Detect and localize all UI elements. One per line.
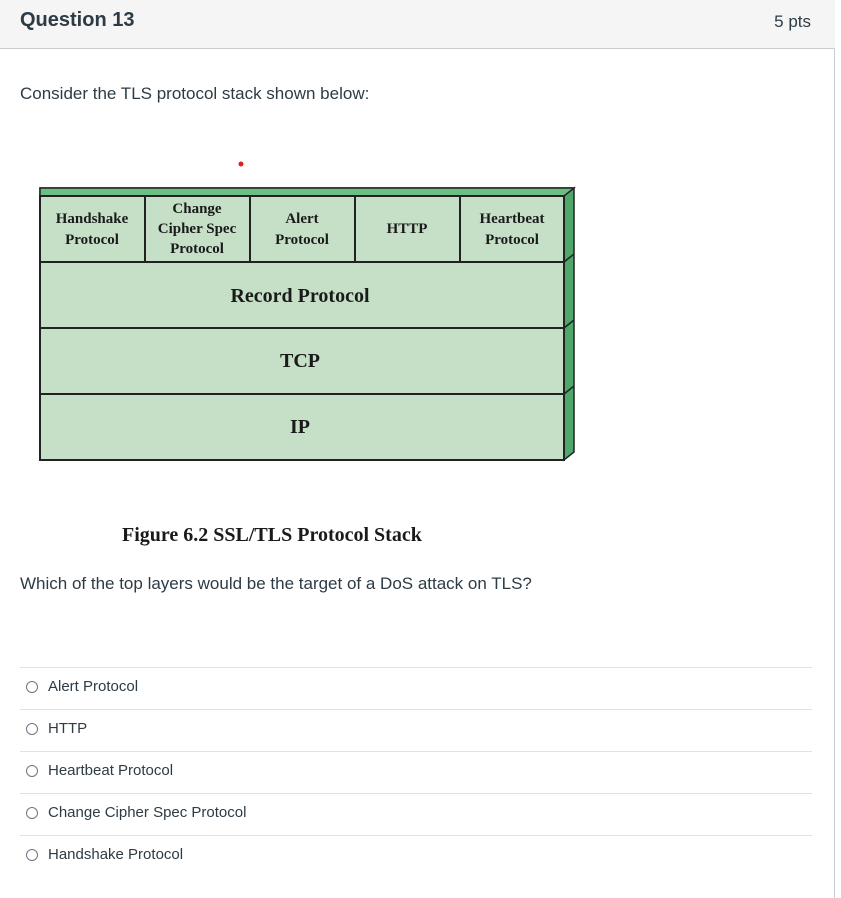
radio-button[interactable] [26, 681, 38, 693]
answer-option-alert-protocol[interactable] [20, 667, 812, 709]
tcp-label: TCP [280, 350, 320, 372]
figure-caption: Figure 6.2 SSL/TLS Protocol Stack [122, 524, 422, 546]
answer-label[interactable]: HTTP [48, 720, 88, 737]
handshake-label-line1: Handshake [55, 211, 129, 227]
protocol-stack-diagram [36, 150, 596, 510]
record-protocol-label: Record Protocol [230, 285, 370, 307]
question-prompt: Which of the top layers would be the target of a DoS attack on TLS? [20, 574, 532, 593]
answer-list [20, 667, 812, 877]
answer-label[interactable]: Heartbeat Protocol [48, 762, 174, 779]
radio-button[interactable] [26, 723, 38, 735]
radio-button[interactable] [26, 765, 38, 777]
heartbeat-label-line1: Heartbeat [479, 211, 545, 227]
answer-option-handshake-protocol[interactable] [20, 835, 812, 877]
answer-label[interactable]: Alert Protocol [48, 678, 139, 695]
question-points: 5 pts [774, 12, 811, 31]
alert-label-line2: Protocol [275, 232, 329, 248]
answer-label[interactable]: Handshake Protocol [48, 846, 184, 863]
answer-option-change-cipher-spec-protocol[interactable] [20, 793, 812, 835]
question-title: Question 13 [20, 9, 135, 31]
radio-button[interactable] [26, 849, 38, 861]
ccs-label-line3: Protocol [170, 241, 224, 257]
answer-option-heartbeat-protocol[interactable] [20, 751, 812, 793]
heartbeat-label-line2: Protocol [485, 232, 539, 248]
ccs-label-line1: Change [172, 201, 222, 217]
red-dot-mark [239, 162, 244, 167]
top-layer-row [40, 196, 564, 262]
question-prompt-intro: Consider the TLS protocol stack shown below: [20, 84, 370, 103]
answer-option-http[interactable] [20, 709, 812, 751]
answer-label[interactable]: Change Cipher Spec Protocol [48, 804, 247, 821]
radio-button[interactable] [26, 807, 38, 819]
handshake-label-line2: Protocol [65, 232, 119, 248]
alert-label-line1: Alert [285, 211, 319, 227]
protocol-stack-figure [36, 150, 596, 570]
ip-label: IP [290, 416, 310, 438]
question-header [0, 0, 835, 49]
ccs-label-line2: Cipher Spec [157, 221, 237, 237]
http-label: HTTP [386, 221, 428, 237]
